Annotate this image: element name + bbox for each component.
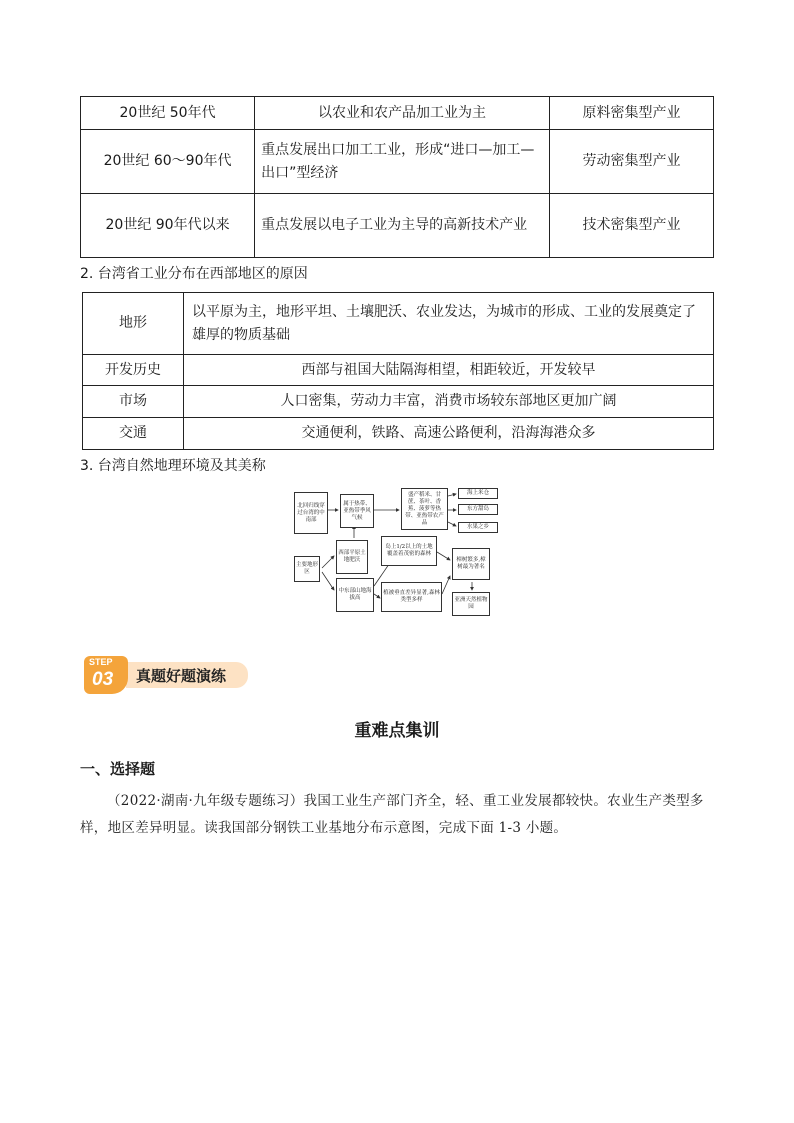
- content-cell: 以农业和农产品加工业为主: [255, 97, 550, 130]
- step-label: 真题好题演练: [136, 667, 227, 685]
- table-row: [83, 355, 714, 386]
- table-row: [81, 194, 714, 258]
- reason-key: 交通: [83, 418, 184, 450]
- box-nickname-2: 东方甜岛: [458, 504, 498, 515]
- reason-key: 地形: [83, 293, 184, 355]
- box-terrain: 主要地形区: [294, 556, 320, 582]
- reason-value: 人口密集，劳动力丰富，消费市场较东部地区更加广阔: [184, 386, 714, 418]
- reason-value: 西部与祖国大陆隔海相望，相距较近，开发较早: [184, 355, 714, 386]
- content-cell: 重点发展出口加工工业，形成“进口—加工—出口”型经济: [255, 130, 550, 194]
- box-nickname-3: 水果之乡: [458, 522, 498, 533]
- box-camphor: 樟树繁多,樟树最为著名: [452, 548, 490, 580]
- sub-heading: 一、选择题: [80, 760, 156, 778]
- type-cell: 原料密集型产业: [549, 97, 713, 130]
- box-nickname-1: 海上米仓: [458, 488, 498, 499]
- box-east-mountain: 中东部山地海拔高: [336, 578, 374, 612]
- question-paragraph: （2022·湖南·九年级专题练习）我国工业生产部门齐全，轻、重工业发展都较快。农业生产类型多样，地区差异明显。读我国部分钢铁工业基地分布示意图，完成下面 1-3 小题。: [80, 793, 704, 836]
- content-cell: 重点发展以电子工业为主导的高新技术产业: [255, 194, 550, 258]
- box-climate: 属于热带、亚热带季风气候: [340, 494, 374, 528]
- box-vegetation: 植被垂直差异显著,森林类型多样: [381, 582, 442, 612]
- period-cell: 20世纪 90年代以来: [81, 194, 255, 258]
- taiwan-environment-diagram: [292, 486, 504, 620]
- table-row: [81, 97, 714, 130]
- reason-value: 以平原为主，地形平坦、土壤肥沃、农业发达，为城市的形成、工业的发展奠定了雄厚的物质基础: [184, 293, 714, 355]
- reason-key: 开发历史: [83, 355, 184, 386]
- reason-key: 市场: [83, 386, 184, 418]
- section-2-title: 2. 台湾省工业分布在西部地区的原因: [80, 266, 308, 282]
- type-cell: 技术密集型产业: [549, 194, 713, 258]
- step-banner: [80, 656, 250, 696]
- box-botanical-garden: 亚洲天然植物园: [452, 592, 490, 616]
- main-heading: 重难点集训: [354, 721, 440, 741]
- box-tropic: 北回归线穿过台湾的中南部: [294, 492, 328, 534]
- period-cell: 20世纪 50年代: [81, 97, 255, 130]
- box-products: 盛产稻米、甘蔗、茶叶、香蕉、菠萝等热带、亚热带农产品: [401, 488, 448, 530]
- industry-development-table: [80, 96, 714, 258]
- step-number: 03: [92, 669, 114, 690]
- table-row: [83, 418, 714, 450]
- period-cell: 20世纪 60～90年代: [81, 130, 255, 194]
- type-cell: 劳动密集型产业: [549, 130, 713, 194]
- table-row: [83, 293, 714, 355]
- step-word: STEP: [89, 657, 113, 667]
- box-west-plain: 西部平原土地肥沃: [336, 540, 368, 574]
- section-3-title: 3. 台湾自然地理环境及其美称: [80, 458, 266, 474]
- western-industry-reasons-table: [82, 292, 714, 450]
- reason-value: 交通便利，铁路、高速公路便利，沿海海港众多: [184, 418, 714, 450]
- table-row: [81, 130, 714, 194]
- box-forest: 岛上1/2以上的土地覆盖着茂密的森林: [381, 536, 437, 566]
- table-row: [83, 386, 714, 418]
